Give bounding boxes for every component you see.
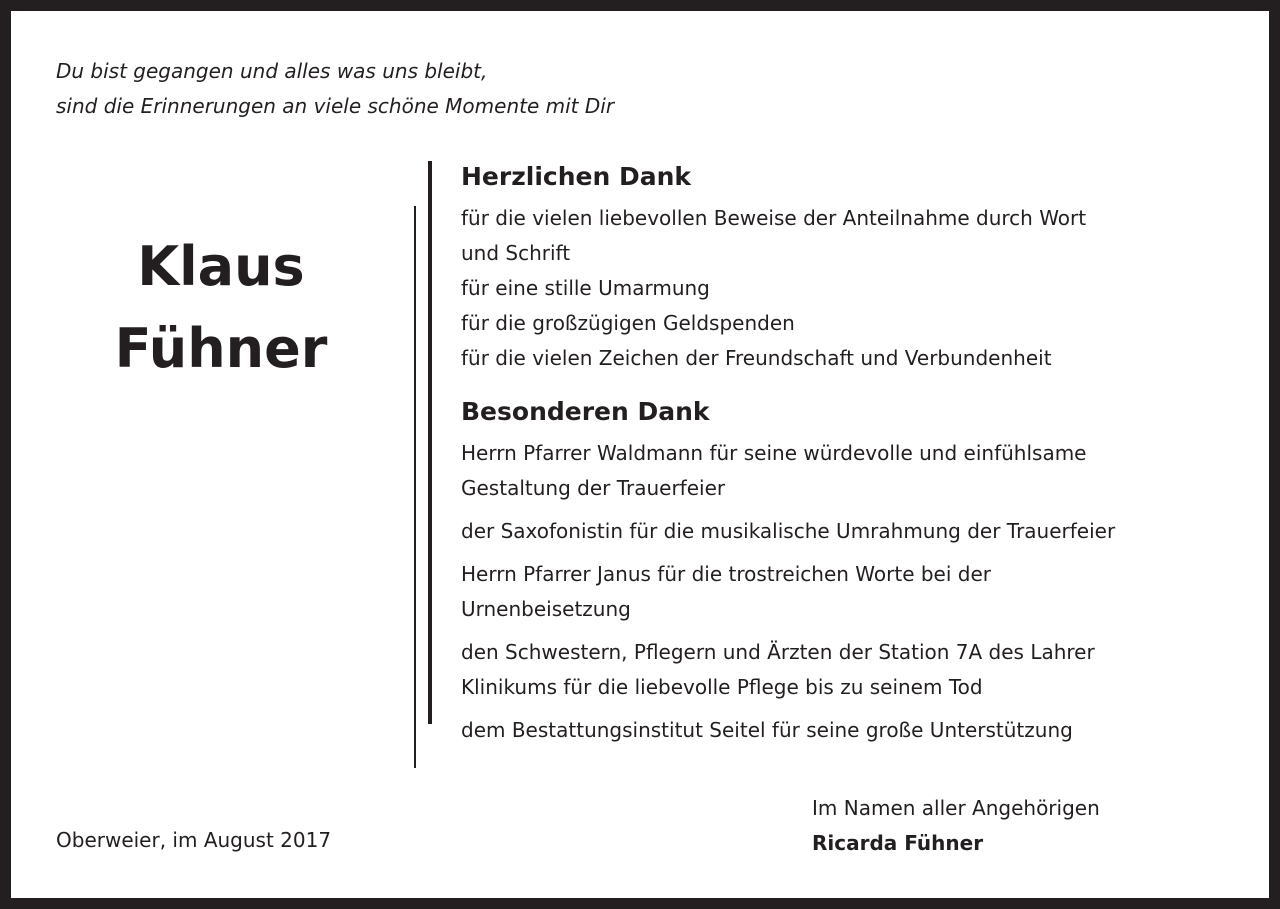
- vertical-divider: [428, 161, 432, 724]
- entry-line: Herrn Pfarrer Janus für die trostreichen Worte bei der: [461, 562, 991, 586]
- thank-you-notice: [11, 11, 1269, 898]
- special-thanks-list: [461, 436, 1241, 748]
- entry-line: Klinikums für die liebevolle Pflege bis zu seinem Tod: [461, 675, 983, 699]
- quote-line: Du bist gegangen und alles was uns bleibt,: [56, 59, 488, 83]
- special-thanks-entry: [461, 713, 1241, 748]
- entry-line: dem Bestattungsinstitut Seitel für seine große Unterstützung: [461, 718, 1073, 742]
- special-thanks-entry: [461, 514, 1241, 549]
- entry-line: den Schwestern, Pflegern und Ärzten der Station 7A des Lahrer: [461, 640, 1095, 664]
- entry-line: Herrn Pfarrer Waldmann für seine würdevolle und einfühlsame: [461, 441, 1087, 465]
- signature-block: [812, 791, 1100, 861]
- thanks-column: [461, 159, 1241, 756]
- thanks-line: für eine stille Umarmung: [461, 276, 710, 300]
- first-name: Klaus: [137, 235, 305, 298]
- entry-line: der Saxofonistin für die musikalische Umrahmung der Trauerfeier: [461, 519, 1116, 543]
- thanks-line: und Schrift: [461, 241, 571, 265]
- entry-line: Urnenbeisetzung: [461, 597, 631, 621]
- signature-name: Ricarda Fühner: [812, 831, 984, 855]
- quote-line: sind die Erinnerungen an viele schöne Momente mit Dir: [56, 94, 615, 118]
- deceased-name: [71, 226, 371, 390]
- vertical-divider-thin: [414, 206, 416, 768]
- thanks-line: für die großzügigen Geldspenden: [461, 311, 795, 335]
- memorial-quote: [56, 54, 614, 124]
- special-thanks-entry: [461, 436, 1241, 506]
- thanks-list: [461, 201, 1241, 376]
- thanks-line: für die vielen liebevollen Beweise der Anteilnahme durch Wort: [461, 206, 1087, 230]
- signature-preamble: Im Namen aller Angehörigen: [812, 796, 1100, 820]
- special-thanks-heading: Besonderen Dank: [461, 397, 710, 426]
- entry-line: Gestaltung der Trauerfeier: [461, 476, 726, 500]
- place-and-date: Oberweier, im August 2017: [56, 828, 332, 852]
- special-thanks-entry: [461, 557, 1241, 627]
- special-thanks-entry: [461, 635, 1241, 705]
- last-name: Fühner: [114, 317, 328, 380]
- thanks-heading: Herzlichen Dank: [461, 162, 692, 191]
- thanks-line: für die vielen Zeichen der Freundschaft und Verbundenheit: [461, 346, 1052, 370]
